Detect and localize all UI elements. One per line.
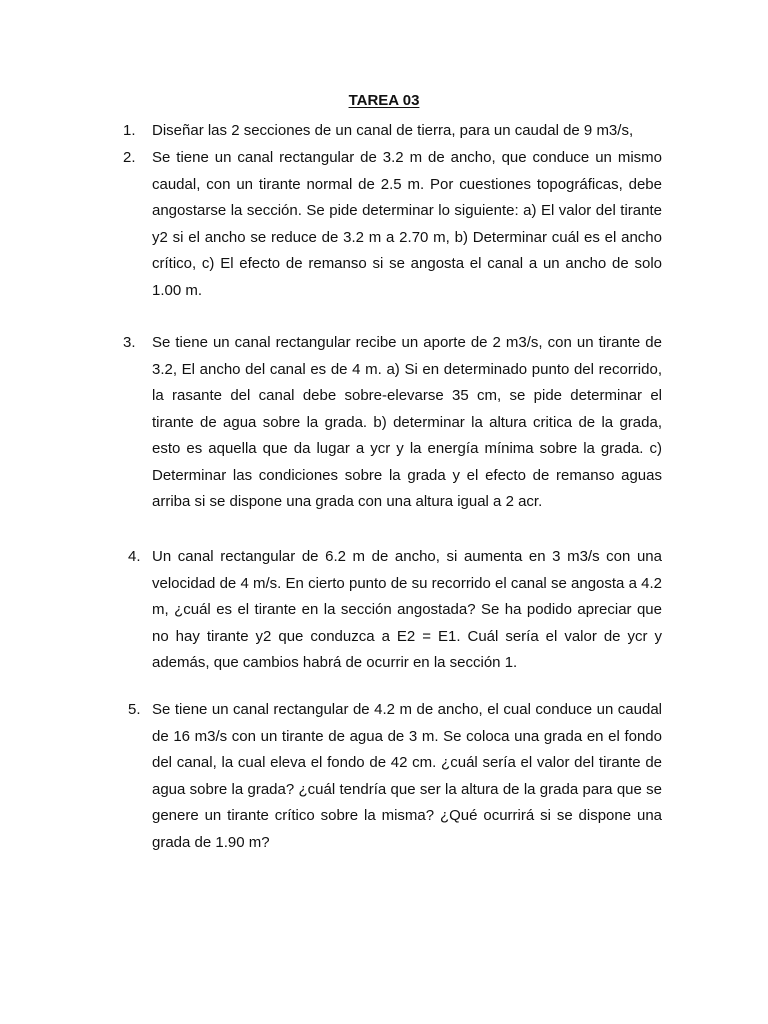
item-text: Se tiene un canal rectangular de 4.2 m de ancho, el cual conduce un caudal de 16 m3/s con un tirante de agua de 3 m. Se coloca una grada en el fondo del canal, la cual eleva el fondo de 42 cm. ¿cuál sería el valor del tirante de agua sobre la grada? ¿cuál tendría que ser la altura de la grada para que se genere un tirante crítico sobre la misma? ¿Qué ocurrirá si se dispone una grada de 1.90 m? xyxy=(152,701,662,851)
item-number: 3. xyxy=(123,334,136,351)
item-text: Se tiene un canal rectangular de 3.2 m de ancho, que conduce un mismo caudal, con un tirante normal de 2.5 m. Por cuestiones topográficas, debe angostarse la sección. Se pide determinar lo siguiente: a) El valor del tirante y2 si el ancho se reduce de 3.2 m a 2.70 m, b) Determinar cuál es el ancho crítico, c) El efecto de remanso si se angosta el canal a un ancho de solo 1.00 m. xyxy=(152,149,662,299)
item-text: Diseñar las 2 secciones de un canal de tierra, para un caudal de 9 m3/s, xyxy=(152,122,634,139)
item-number: 5. xyxy=(128,701,141,718)
page-title xyxy=(0,91,768,111)
item-text: Se tiene un canal rectangular recibe un aporte de 2 m3/s, con un tirante de 3.2, El ancho del canal es de 4 m. a) Si en determinado punto del recorrido, la rasante del canal debe sobre-elevarse 35 cm, se pide determinar el tirante de agua sobre la grada. b) determinar la altura critica de la grada, esto es aquella que da lugar a ycr y la energía mínima sobre la grada. c) Determinar las condiciones sobre la grada y el efecto de remanso aguas arriba si se dispone una grada con una altura igual a 2 acr. xyxy=(152,334,662,510)
page-title-text: TAREA 03 xyxy=(348,92,420,109)
item-text: Un canal rectangular de 6.2 m de ancho, si aumenta en 3 m3/s con una velocidad de 4 m/s. En cierto punto de su recorrido el canal se angosta a 4.2 m, ¿cuál es el tirante en la sección angostada? Se ha podido apreciar que no hay tirante y2 que conduzca a E2 = E1. Cuál sería el valor de ycr y además, que cambios habrá de ocurrir en la sección 1. xyxy=(152,548,662,671)
item-number: 2. xyxy=(123,149,136,166)
item-number: 1. xyxy=(123,122,136,139)
item-number: 4. xyxy=(128,548,141,565)
